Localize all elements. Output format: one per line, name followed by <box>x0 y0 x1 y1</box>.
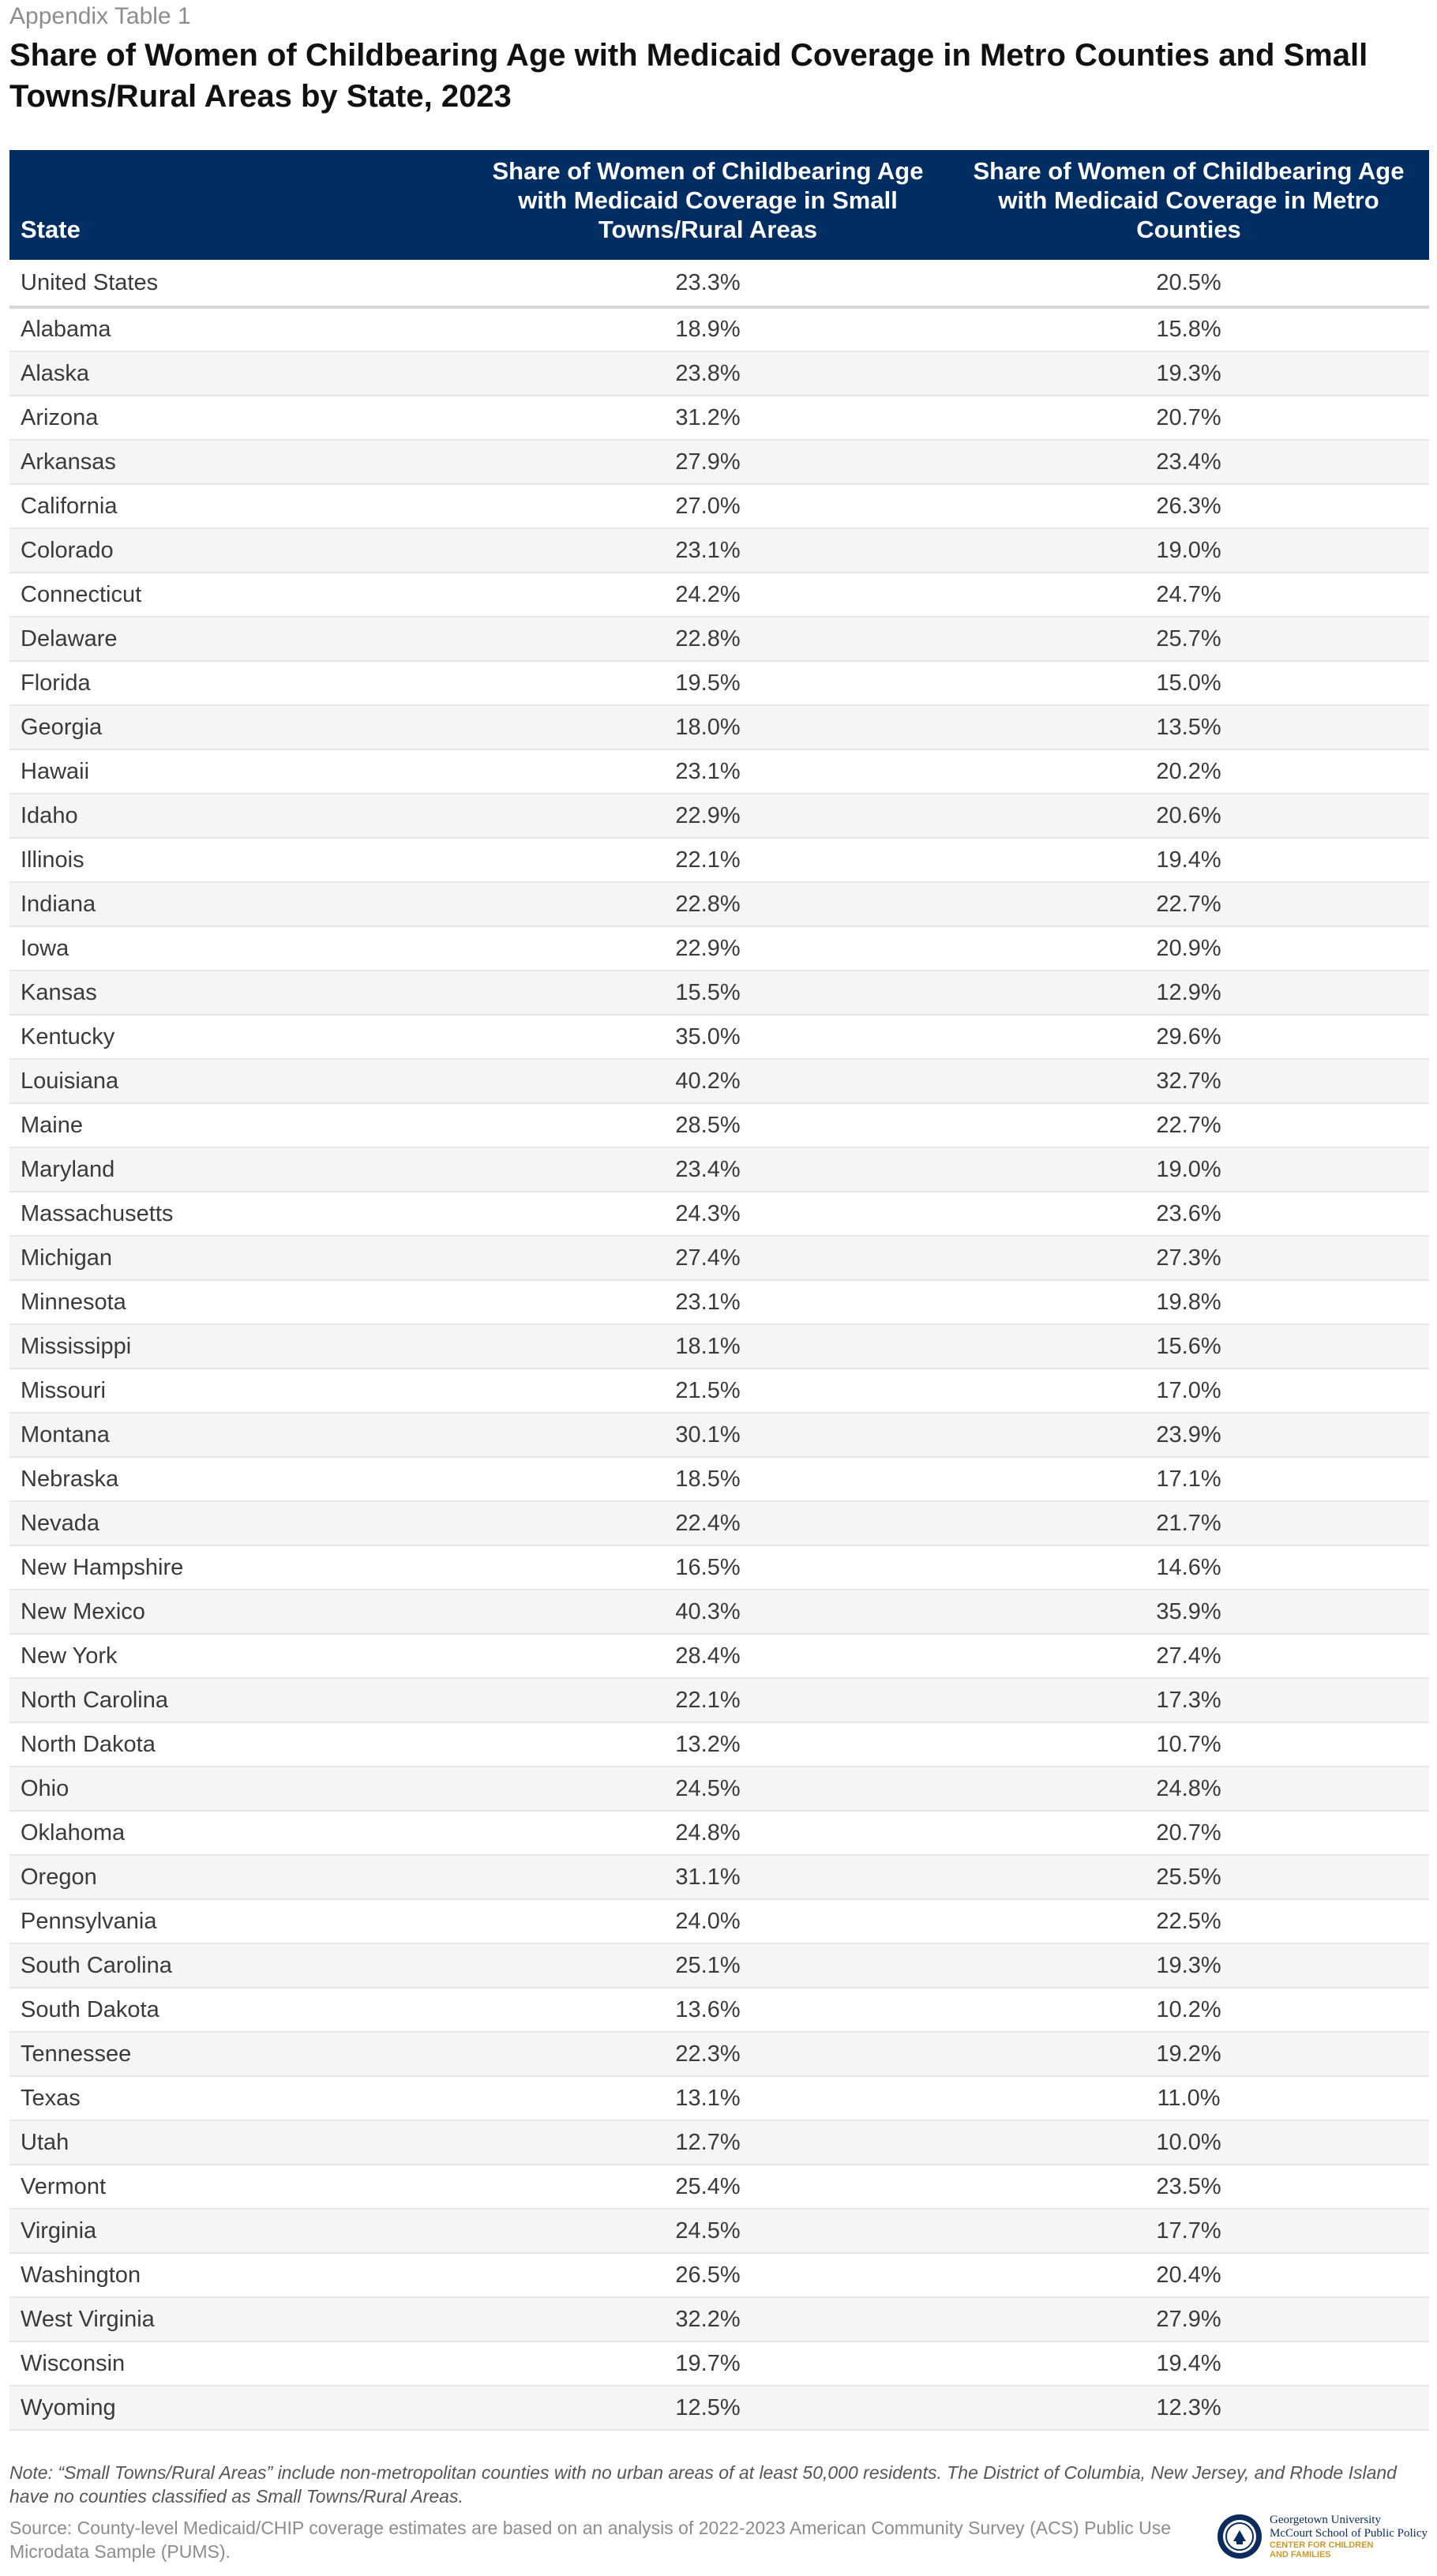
table-kicker: Appendix Table 1 <box>9 3 191 29</box>
table-row <box>9 528 1429 573</box>
cell-metro-share: 19.8% <box>948 1280 1429 1324</box>
cell-rural-share: 13.1% <box>467 2076 948 2120</box>
cell-state: Wisconsin <box>9 2341 467 2386</box>
cell-metro-share: 20.9% <box>948 926 1429 971</box>
cell-state: Connecticut <box>9 573 467 617</box>
table-row <box>9 1678 1429 1722</box>
cell-rural-share: 23.4% <box>467 1147 948 1192</box>
university-seal-icon <box>1216 2513 1263 2560</box>
table-row <box>9 1899 1429 1943</box>
cell-state: Missouri <box>9 1369 467 1413</box>
table-row <box>9 1413 1429 1457</box>
cell-rural-share: 31.2% <box>467 396 948 440</box>
cell-state: California <box>9 484 467 528</box>
cell-rural-share: 18.0% <box>467 705 948 749</box>
cell-state: Indiana <box>9 882 467 926</box>
cell-metro-share: 24.7% <box>948 573 1429 617</box>
cell-metro-share: 17.3% <box>948 1678 1429 1722</box>
cell-state: Utah <box>9 2120 467 2165</box>
cell-rural-share: 22.3% <box>467 2032 948 2076</box>
cell-rural-share: 22.9% <box>467 926 948 971</box>
table-row-total <box>9 260 1429 307</box>
cell-metro-share: 24.8% <box>948 1767 1429 1811</box>
cell-metro-share: 23.4% <box>948 440 1429 484</box>
table-row <box>9 1147 1429 1192</box>
data-table <box>9 150 1429 2431</box>
cell-metro-share: 11.0% <box>948 2076 1429 2120</box>
cell-rural-share: 22.8% <box>467 882 948 926</box>
table-row <box>9 661 1429 705</box>
table-row <box>9 2253 1429 2297</box>
cell-state: United States <box>9 260 467 307</box>
cell-rural-share: 35.0% <box>467 1015 948 1059</box>
cell-state: South Carolina <box>9 1943 467 1988</box>
table-row <box>9 484 1429 528</box>
cell-rural-share: 24.0% <box>467 1899 948 1943</box>
table-row <box>9 1103 1429 1147</box>
cell-metro-share: 19.0% <box>948 1147 1429 1192</box>
georgetown-logo <box>1216 2511 1429 2562</box>
cell-state: Washington <box>9 2253 467 2297</box>
cell-state: New Mexico <box>9 1590 467 1634</box>
cell-state: Kansas <box>9 971 467 1015</box>
table-row <box>9 1811 1429 1855</box>
cell-metro-share: 27.9% <box>948 2297 1429 2341</box>
cell-state: Wyoming <box>9 2386 467 2430</box>
cell-metro-share: 13.5% <box>948 705 1429 749</box>
cell-rural-share: 40.2% <box>467 1059 948 1103</box>
table-row <box>9 2386 1429 2430</box>
cell-metro-share: 22.7% <box>948 882 1429 926</box>
table-row <box>9 705 1429 749</box>
cell-metro-share: 17.0% <box>948 1369 1429 1413</box>
cell-rural-share: 16.5% <box>467 1545 948 1590</box>
cell-rural-share: 12.7% <box>467 2120 948 2165</box>
table-row <box>9 838 1429 882</box>
column-header-metro: Share of Women of Childbearing Age with Medicaid Coverage in Metro Counties <box>973 157 1405 243</box>
cell-state: Louisiana <box>9 1059 467 1103</box>
cell-state: Massachusetts <box>9 1192 467 1236</box>
cell-metro-share: 19.4% <box>948 838 1429 882</box>
data-table-container <box>9 150 1429 2431</box>
table-row <box>9 1988 1429 2032</box>
table-body <box>9 260 1429 2430</box>
cell-state: Georgia <box>9 705 467 749</box>
cell-metro-share: 20.7% <box>948 396 1429 440</box>
cell-metro-share: 14.6% <box>948 1545 1429 1590</box>
table-row <box>9 1501 1429 1545</box>
cell-state: Idaho <box>9 794 467 838</box>
table-row <box>9 2165 1429 2209</box>
cell-rural-share: 40.3% <box>467 1590 948 1634</box>
table-source: Source: County-level Medicaid/CHIP coverage estimates are based on an analysis of 2022-2023 American Community Survey (ACS) Public Use Microdata Sample (PUMS). <box>9 2518 1172 2562</box>
cell-rural-share: 26.5% <box>467 2253 948 2297</box>
cell-rural-share: 23.1% <box>467 1280 948 1324</box>
cell-rural-share: 23.3% <box>467 260 948 307</box>
cell-state: Colorado <box>9 528 467 573</box>
cell-state: South Dakota <box>9 1988 467 2032</box>
cell-metro-share: 15.6% <box>948 1324 1429 1369</box>
cell-state: Nebraska <box>9 1457 467 1501</box>
cell-metro-share: 21.7% <box>948 1501 1429 1545</box>
cell-state: Delaware <box>9 617 467 661</box>
cell-metro-share: 27.3% <box>948 1236 1429 1280</box>
cell-metro-share: 26.3% <box>948 484 1429 528</box>
cell-metro-share: 20.6% <box>948 794 1429 838</box>
table-row <box>9 1855 1429 1899</box>
cell-state: New Hampshire <box>9 1545 467 1590</box>
table-row <box>9 1943 1429 1988</box>
logo-line-4: AND FAMILIES <box>1270 2550 1331 2559</box>
cell-rural-share: 24.2% <box>467 573 948 617</box>
cell-state: Arkansas <box>9 440 467 484</box>
cell-state: Oregon <box>9 1855 467 1899</box>
cell-metro-share: 19.4% <box>948 2341 1429 2386</box>
table-row <box>9 1059 1429 1103</box>
cell-state: Maine <box>9 1103 467 1147</box>
cell-state: Tennessee <box>9 2032 467 2076</box>
cell-rural-share: 18.9% <box>467 307 948 351</box>
cell-rural-share: 21.5% <box>467 1369 948 1413</box>
cell-rural-share: 23.1% <box>467 528 948 573</box>
table-row <box>9 1590 1429 1634</box>
cell-rural-share: 28.5% <box>467 1103 948 1147</box>
table-row <box>9 440 1429 484</box>
cell-state: West Virginia <box>9 2297 467 2341</box>
cell-metro-share: 15.8% <box>948 307 1429 351</box>
cell-state: Maryland <box>9 1147 467 1192</box>
cell-metro-share: 12.9% <box>948 971 1429 1015</box>
table-row <box>9 2297 1429 2341</box>
cell-state: Pennsylvania <box>9 1899 467 1943</box>
cell-state: Iowa <box>9 926 467 971</box>
cell-rural-share: 22.1% <box>467 838 948 882</box>
cell-state: North Dakota <box>9 1722 467 1767</box>
cell-metro-share: 22.7% <box>948 1103 1429 1147</box>
cell-metro-share: 27.4% <box>948 1634 1429 1678</box>
cell-rural-share: 24.3% <box>467 1192 948 1236</box>
cell-metro-share: 25.7% <box>948 617 1429 661</box>
table-row <box>9 1767 1429 1811</box>
cell-metro-share: 15.0% <box>948 661 1429 705</box>
logo-line-2: McCourt School of Public Policy <box>1270 2527 1428 2540</box>
table-row <box>9 1015 1429 1059</box>
cell-rural-share: 27.0% <box>467 484 948 528</box>
cell-metro-share: 23.9% <box>948 1413 1429 1457</box>
cell-state: Montana <box>9 1413 467 1457</box>
cell-rural-share: 18.5% <box>467 1457 948 1501</box>
column-header-rural: Share of Women of Childbearing Age with Medicaid Coverage in Small Towns/Rural Areas <box>492 157 924 243</box>
column-header-state: State <box>21 216 81 243</box>
page-title: Share of Women of Childbearing Age with Medicaid Coverage in Metro Counties and Small Towns/Rural Areas by State, 2023 <box>9 38 1368 114</box>
cell-state: Kentucky <box>9 1015 467 1059</box>
cell-metro-share: 20.5% <box>948 260 1429 307</box>
cell-rural-share: 27.9% <box>467 440 948 484</box>
cell-rural-share: 18.1% <box>467 1324 948 1369</box>
cell-rural-share: 22.8% <box>467 617 948 661</box>
table-header-row <box>9 150 1429 260</box>
table-row <box>9 2209 1429 2253</box>
table-row <box>9 1236 1429 1280</box>
table-row <box>9 307 1429 351</box>
cell-metro-share: 10.7% <box>948 1722 1429 1767</box>
cell-state: Mississippi <box>9 1324 467 1369</box>
cell-rural-share: 23.1% <box>467 749 948 794</box>
cell-state: Virginia <box>9 2209 467 2253</box>
table-row <box>9 351 1429 396</box>
cell-rural-share: 22.9% <box>467 794 948 838</box>
cell-state: Nevada <box>9 1501 467 1545</box>
cell-metro-share: 23.5% <box>948 2165 1429 2209</box>
cell-rural-share: 22.4% <box>467 1501 948 1545</box>
cell-state: Michigan <box>9 1236 467 1280</box>
cell-rural-share: 24.5% <box>467 1767 948 1811</box>
cell-rural-share: 22.1% <box>467 1678 948 1722</box>
table-row <box>9 2341 1429 2386</box>
cell-state: Hawaii <box>9 749 467 794</box>
cell-state: North Carolina <box>9 1678 467 1722</box>
cell-state: Minnesota <box>9 1280 467 1324</box>
cell-metro-share: 22.5% <box>948 1899 1429 1943</box>
cell-metro-share: 10.0% <box>948 2120 1429 2165</box>
cell-metro-share: 19.2% <box>948 2032 1429 2076</box>
cell-metro-share: 19.3% <box>948 1943 1429 1988</box>
cell-rural-share: 23.8% <box>467 351 948 396</box>
table-row <box>9 573 1429 617</box>
cell-rural-share: 19.7% <box>467 2341 948 2386</box>
cell-rural-share: 28.4% <box>467 1634 948 1678</box>
cell-metro-share: 17.1% <box>948 1457 1429 1501</box>
table-row <box>9 1369 1429 1413</box>
cell-metro-share: 35.9% <box>948 1590 1429 1634</box>
cell-rural-share: 24.8% <box>467 1811 948 1855</box>
table-row <box>9 794 1429 838</box>
table-row <box>9 1280 1429 1324</box>
cell-metro-share: 20.2% <box>948 749 1429 794</box>
table-row <box>9 2076 1429 2120</box>
cell-state: Ohio <box>9 1767 467 1811</box>
cell-state: Oklahoma <box>9 1811 467 1855</box>
cell-metro-share: 19.3% <box>948 351 1429 396</box>
cell-rural-share: 12.5% <box>467 2386 948 2430</box>
table-row <box>9 1324 1429 1369</box>
logo-text <box>1270 2514 1428 2559</box>
cell-rural-share: 27.4% <box>467 1236 948 1280</box>
cell-metro-share: 29.6% <box>948 1015 1429 1059</box>
table-row <box>9 882 1429 926</box>
cell-rural-share: 19.5% <box>467 661 948 705</box>
cell-state: Illinois <box>9 838 467 882</box>
cell-state: Arizona <box>9 396 467 440</box>
cell-rural-share: 13.2% <box>467 1722 948 1767</box>
cell-rural-share: 15.5% <box>467 971 948 1015</box>
logo-line-1: Georgetown University <box>1270 2514 1381 2526</box>
table-row <box>9 926 1429 971</box>
logo-line-3: CENTER FOR CHILDREN <box>1270 2540 1374 2550</box>
table-row <box>9 971 1429 1015</box>
cell-state: Florida <box>9 661 467 705</box>
table-row <box>9 2032 1429 2076</box>
cell-rural-share: 31.1% <box>467 1855 948 1899</box>
table-row <box>9 396 1429 440</box>
table-row <box>9 1192 1429 1236</box>
cell-metro-share: 32.7% <box>948 1059 1429 1103</box>
table-row <box>9 1634 1429 1678</box>
cell-metro-share: 20.7% <box>948 1811 1429 1855</box>
cell-rural-share: 25.4% <box>467 2165 948 2209</box>
cell-metro-share: 19.0% <box>948 528 1429 573</box>
table-row <box>9 2120 1429 2165</box>
table-row <box>9 1722 1429 1767</box>
table-row <box>9 1457 1429 1501</box>
cell-metro-share: 25.5% <box>948 1855 1429 1899</box>
cell-metro-share: 12.3% <box>948 2386 1429 2430</box>
cell-metro-share: 23.6% <box>948 1192 1429 1236</box>
cell-metro-share: 20.4% <box>948 2253 1429 2297</box>
cell-state: Alaska <box>9 351 467 396</box>
table-row <box>9 617 1429 661</box>
cell-rural-share: 30.1% <box>467 1413 948 1457</box>
table-row <box>9 1545 1429 1590</box>
cell-rural-share: 13.6% <box>467 1988 948 2032</box>
cell-state: Alabama <box>9 307 467 351</box>
cell-state: Texas <box>9 2076 467 2120</box>
table-row <box>9 749 1429 794</box>
cell-metro-share: 10.2% <box>948 1988 1429 2032</box>
cell-metro-share: 17.7% <box>948 2209 1429 2253</box>
cell-rural-share: 24.5% <box>467 2209 948 2253</box>
cell-state: Vermont <box>9 2165 467 2209</box>
cell-rural-share: 32.2% <box>467 2297 948 2341</box>
table-note: Note: “Small Towns/Rural Areas” include non-metropolitan counties with no urban areas of at least 50,000 residents. The District of Columbia, New Jersey, and Rhode Island have no counties classified as Small Towns/Rural Areas. <box>9 2462 1397 2507</box>
cell-rural-share: 25.1% <box>467 1943 948 1988</box>
cell-state: New York <box>9 1634 467 1678</box>
